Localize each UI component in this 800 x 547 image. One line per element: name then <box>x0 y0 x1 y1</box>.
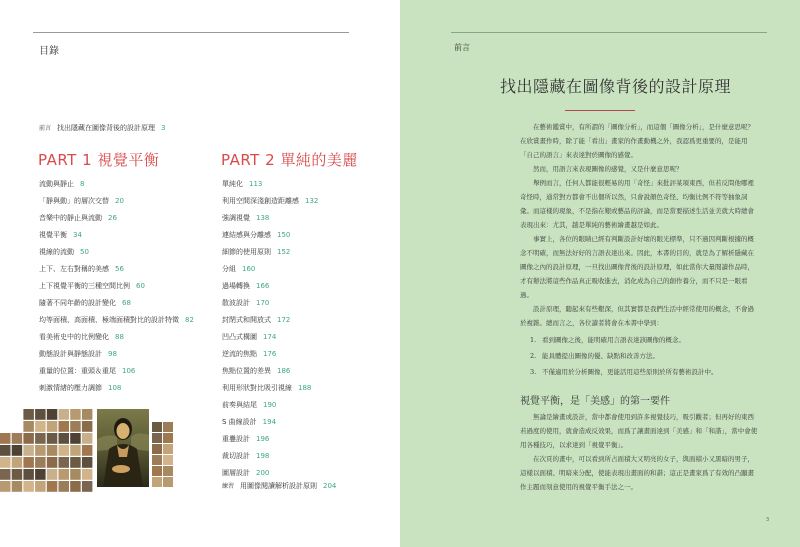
toc-item-label: 視覺平衡 <box>39 231 67 239</box>
thumbnail-cell <box>47 457 58 468</box>
toc-item-label: 單純化 <box>222 180 243 188</box>
toc-item[interactable] <box>39 312 214 329</box>
toc-item-page: 20 <box>115 197 124 205</box>
part2-toc-list <box>222 176 392 482</box>
toc-item[interactable] <box>39 227 214 244</box>
toc-item-label: 利用空間深淺創造距離感 <box>222 197 299 205</box>
toc-item[interactable] <box>222 414 392 431</box>
toc-title: 目錄 <box>39 46 59 57</box>
thumbnail-cell <box>0 481 11 492</box>
toc-item-page: 186 <box>277 367 291 375</box>
toc-item-page: 188 <box>298 384 312 392</box>
thumbnail-cell <box>70 481 81 492</box>
thumbnail-cell <box>23 433 34 444</box>
toc-preface-page: 3 <box>161 124 166 132</box>
toc-item[interactable] <box>222 193 392 210</box>
thumbnail-cell <box>47 421 58 432</box>
thumbnail-cell <box>163 422 173 432</box>
preface-paragraph: 在藝術鑑賞中，有所謂的「圖像分析」，而這個「圖像分析」，是什麼意思呢？在欣賞畫作時，除了能「看出」畫家的作畫動機之外，我認爲更重要的，是能用「自己的語言」來表達對於圖像的感覺。 <box>520 123 754 159</box>
list-item <box>520 364 760 380</box>
toc-item-page: 82 <box>185 316 194 324</box>
toc-item-label: 上下、左右對稱的美感 <box>39 265 109 273</box>
toc-item-page: 88 <box>115 333 124 341</box>
toc-item[interactable] <box>222 465 392 482</box>
thumbnail-cell <box>152 455 162 465</box>
thumbnail-cell <box>0 433 11 444</box>
thumbnail-cell <box>35 469 46 480</box>
toc-item-page: 108 <box>108 384 122 392</box>
list-item-number: 2. <box>530 352 537 360</box>
preface-paragraph: 設計原理，聽起來有些艱深，但其實都是我們生活中經常使用的概念，不會過於複雜。總而言之，各位讀者將會在本書中學到： <box>520 305 754 327</box>
toc-item-label: 利用形狀對比吸引視線 <box>222 384 292 392</box>
toc-item-label: 分組 <box>222 265 236 273</box>
thumbnail-cell <box>82 409 93 420</box>
list-item-text: 看到圖像之後，能明確用言語表達該圖像的概念。 <box>542 336 685 344</box>
toc-preface-entry[interactable] <box>39 123 165 133</box>
toc-item-page: 113 <box>249 180 263 188</box>
toc-item-label: 「靜與動」的層次交替 <box>39 197 109 205</box>
list-item-number: 1. <box>530 336 537 344</box>
toc-item-label: 過場轉換 <box>222 282 250 290</box>
thumbnail-cell <box>152 444 162 454</box>
toc-item-page: 166 <box>256 282 270 290</box>
toc-item-label: 散波設計 <box>222 299 250 307</box>
toc-item-label: 視線的流動 <box>39 248 74 256</box>
thumbnail-cell <box>23 445 34 456</box>
toc-item-label: 動態設計與靜態設計 <box>39 350 102 358</box>
toc-item[interactable] <box>222 431 392 448</box>
top-rule <box>451 32 767 33</box>
toc-item-label: 圖層設計 <box>222 469 250 477</box>
toc-item-page: 34 <box>73 231 82 239</box>
toc-item-page: 198 <box>256 452 270 460</box>
preface-paragraph: 事實上，各位的眼睛已經有判斷設計好壞的眼光標準，只不過因判斷根據的概念不明確，而無法好好的言語表達出來。因此，本書的目的，就是為了解析隱藏在圖像之內的設計原理，一旦找出圖像背後的設計原理，如此當你大量閱讀作品時，才有辦法將這些作品真正吸收進去，消化成為自己的創作養分，而不只是一眼看過。 <box>520 235 754 299</box>
toc-item-page: 190 <box>263 401 277 409</box>
toc-item[interactable] <box>39 244 214 261</box>
thumbnail-cell <box>12 445 23 456</box>
toc-item-page: 26 <box>108 214 117 222</box>
part1-toc-list <box>39 176 214 397</box>
toc-item[interactable] <box>39 329 214 346</box>
thumbnail-mosaic <box>0 409 94 493</box>
thumbnail-cell <box>163 433 173 443</box>
toc-item[interactable] <box>39 363 214 380</box>
section-body <box>520 410 760 494</box>
thumbnail-column <box>152 422 174 488</box>
thumbnail-cell <box>163 444 173 454</box>
toc-item-label: 看美術史中的比例變化 <box>39 333 109 341</box>
toc-item-label: 重量的位置：重頭＆重尾 <box>39 367 116 375</box>
preface-title: 找出隱藏在圖像背後的設計原理 <box>500 77 732 96</box>
title-underline <box>565 110 635 111</box>
thumbnail-cell <box>35 409 46 420</box>
toc-exercise-label: 用圖像閱讀解析設計原則 <box>240 482 318 490</box>
toc-item-page: 172 <box>277 316 291 324</box>
thumbnail-cell <box>163 466 173 476</box>
thumbnail-cell <box>70 409 81 420</box>
toc-item[interactable] <box>222 278 392 295</box>
toc-item-label: 焦點位置的差異 <box>222 367 271 375</box>
toc-item-page: 200 <box>256 469 270 477</box>
thumbnail-cell <box>82 445 93 456</box>
section-paragraph: 無論是繪畫或設計，當中都會使用到許多視覺技巧，吸引觀者；但再好的東西若過度的使用，就會造成反效果，而爲了讓畫面達到「美感」和「和諧」，當中會使用各種技巧，以求達到「視覺平衡」。 <box>520 413 758 449</box>
toc-item[interactable] <box>39 193 214 210</box>
toc-item[interactable] <box>222 346 392 363</box>
thumbnail-cell <box>70 445 81 456</box>
toc-exercise-entry[interactable] <box>222 481 336 491</box>
toc-item[interactable] <box>39 346 214 363</box>
list-item-text: 能具體提出圖像的優、缺點和改善方法。 <box>542 352 659 360</box>
toc-item[interactable] <box>39 261 214 278</box>
thumbnail-cell <box>0 445 11 456</box>
thumbnail-cell <box>82 481 93 492</box>
list-item-text: 不僅適用於分析圖像，更能活用這些原則於所有藝術設計中。 <box>542 368 718 376</box>
toc-item-page: 68 <box>122 299 131 307</box>
thumbnail-cell <box>82 421 93 432</box>
thumbnail-cell <box>152 433 162 443</box>
thumbnail-cell <box>47 433 58 444</box>
thumbnail-cell <box>70 433 81 444</box>
toc-item-page: 106 <box>122 367 136 375</box>
toc-item[interactable] <box>222 176 392 193</box>
toc-item[interactable] <box>222 397 392 414</box>
toc-item[interactable] <box>39 278 214 295</box>
toc-item-label: 前奏與結尾 <box>222 401 257 409</box>
toc-item[interactable] <box>222 210 392 227</box>
toc-item-page: 194 <box>262 418 277 426</box>
toc-item[interactable] <box>222 363 392 380</box>
toc-item-label: 流動與靜止 <box>39 180 74 188</box>
thumbnail-cell <box>47 409 58 420</box>
thumbnail-cell <box>59 421 70 432</box>
toc-item-page: 150 <box>277 231 291 239</box>
toc-item-label: 均等面積、高面積、極端面積對比的設計特徵 <box>39 316 179 324</box>
thumbnail-cell <box>59 433 70 444</box>
thumbnail-cell <box>0 469 11 480</box>
thumbnail-cell <box>35 457 46 468</box>
toc-item-page: 196 <box>256 435 270 443</box>
toc-item[interactable] <box>39 380 214 397</box>
toc-preface-label: 找出隱藏在圖像背後的設計原理 <box>57 124 156 132</box>
toc-exercise-page: 204 <box>323 482 337 490</box>
toc-item[interactable] <box>39 295 214 312</box>
thumbnail-cell <box>47 469 58 480</box>
thumbnail-cell <box>23 409 34 420</box>
thumbnail-cell <box>0 457 11 468</box>
toc-item-page: 174 <box>263 333 277 341</box>
toc-item-label: 細節的使用原則 <box>222 248 271 256</box>
toc-item-page: 60 <box>136 282 145 290</box>
toc-item-label: 重疊設計 <box>222 435 250 443</box>
thumbnail-cell <box>70 469 81 480</box>
thumbnail-cell <box>23 481 34 492</box>
toc-item-page: 56 <box>115 265 124 273</box>
toc-item-label: 凹凸式構圖 <box>222 333 257 341</box>
toc-item[interactable] <box>222 295 392 312</box>
toc-item-label: 封閉式和開放式 <box>222 316 271 324</box>
preface-body <box>520 120 760 384</box>
thumbnail-cell <box>35 433 46 444</box>
toc-item[interactable] <box>222 329 392 346</box>
thumbnail-cell <box>59 481 70 492</box>
thumbnail-cell <box>35 445 46 456</box>
part1-heading: PART 1 視覺平衡 <box>38 151 160 169</box>
toc-item-label: 逆流的焦點 <box>222 350 257 358</box>
section-paragraph: 在次頁的畫中，可以看到所占面積大又明亮的女子，與面積小又黑暗的男子，這樣以面積、明暗來分配，使能表現出畫面的和諧；這正是畫家爲了有效的凸顯畫作主題而刻意使用的視覺平衡手法之一。 <box>520 455 754 491</box>
section-heading: 視覺平衡，是「美感」的第一要件 <box>520 396 670 407</box>
toc-item-page: 50 <box>80 248 89 256</box>
list-item-number: 3. <box>530 368 537 376</box>
thumbnail-cell <box>59 445 70 456</box>
toc-item-label: 裁切設計 <box>222 452 250 460</box>
mona-lisa-painting <box>97 409 149 487</box>
thumbnail-cell <box>82 433 93 444</box>
thumbnail-cell <box>23 457 34 468</box>
artwork-thumbnail-column <box>152 422 174 488</box>
thumbnail-cell <box>12 481 23 492</box>
toc-item-label: S 曲線設計 <box>222 418 257 426</box>
toc-item-page: 132 <box>305 197 319 205</box>
toc-item-label: 連結感與分離感 <box>222 231 271 239</box>
thumbnail-cell <box>163 455 173 465</box>
toc-item-page: 170 <box>256 299 270 307</box>
toc-item-page: 160 <box>242 265 256 273</box>
thumbnail-cell <box>47 445 58 456</box>
top-rule <box>33 32 349 33</box>
artwork-thumbnail-grid <box>0 409 94 493</box>
thumbnail-cell <box>12 469 23 480</box>
toc-item[interactable] <box>222 380 392 397</box>
thumbnail-cell <box>23 421 34 432</box>
toc-item-page: 138 <box>256 214 270 222</box>
toc-item-label: 上下視覺平衡的三種空間比例 <box>39 282 130 290</box>
toc-item-page: 152 <box>277 248 291 256</box>
toc-item[interactable] <box>39 176 214 193</box>
thumbnail-cell <box>70 457 81 468</box>
preface-label: 前言 <box>454 43 470 52</box>
thumbnail-cell <box>152 477 162 487</box>
toc-item-page: 98 <box>108 350 117 358</box>
preface-paragraph: 然而，用語言來表現圖像的感覺，又是什麼意思呢？ <box>533 165 683 173</box>
preface-paragraph: 舉例而言，任何人都能很輕易的用「奇怪」來批評某項東西，但若反問他哪裡奇怪時，通常對方都會不出個所以然，只會說顏色奇怪、均衡比例不符等抽象詞彙。而這樣的現象，不是指在艱或藝品的評論，而是當要描述生活並美就大時總會表現出來：尤其，越是單純的藝術繪畫越是如此。 <box>520 179 754 229</box>
toc-item-label: 音樂中的靜止與流動 <box>39 214 102 222</box>
thumbnail-cell <box>59 469 70 480</box>
thumbnail-cell <box>47 481 58 492</box>
thumbnail-cell <box>152 422 162 432</box>
toc-item[interactable] <box>222 261 392 278</box>
thumbnail-cell <box>12 457 23 468</box>
thumbnail-cell <box>82 469 93 480</box>
toc-item-page: 176 <box>263 350 277 358</box>
toc-exercise-tag: 練習 <box>222 483 235 490</box>
toc-item-page: 8 <box>80 180 85 188</box>
toc-item-label: 刺激情緒的壓力調節 <box>39 384 102 392</box>
thumbnail-cell <box>59 409 70 420</box>
thumbnail-cell <box>163 477 173 487</box>
mona-lisa-illustration <box>97 409 149 487</box>
thumbnail-cell <box>23 469 34 480</box>
learning-points-list <box>520 332 760 380</box>
toc-item[interactable] <box>222 312 392 329</box>
thumbnail-cell <box>59 457 70 468</box>
toc-item[interactable] <box>222 227 392 244</box>
toc-item-label: 隨著不同年齡的設計變化 <box>39 299 116 307</box>
thumbnail-cell <box>35 421 46 432</box>
list-item <box>520 332 760 348</box>
part2-heading: PART 2 單純的美麗 <box>221 151 358 169</box>
thumbnail-cell <box>35 481 46 492</box>
toc-item[interactable] <box>222 448 392 465</box>
page-number: 3 <box>766 517 770 523</box>
toc-preface-tag: 前言 <box>39 125 52 132</box>
list-item <box>520 348 760 364</box>
thumbnail-cell <box>70 421 81 432</box>
toc-item[interactable] <box>222 244 392 261</box>
thumbnail-cell <box>12 433 23 444</box>
toc-item[interactable] <box>39 210 214 227</box>
preface-page <box>400 0 800 547</box>
thumbnail-cell <box>82 457 93 468</box>
thumbnail-cell <box>152 466 162 476</box>
toc-item-label: 強調視覺 <box>222 214 250 222</box>
